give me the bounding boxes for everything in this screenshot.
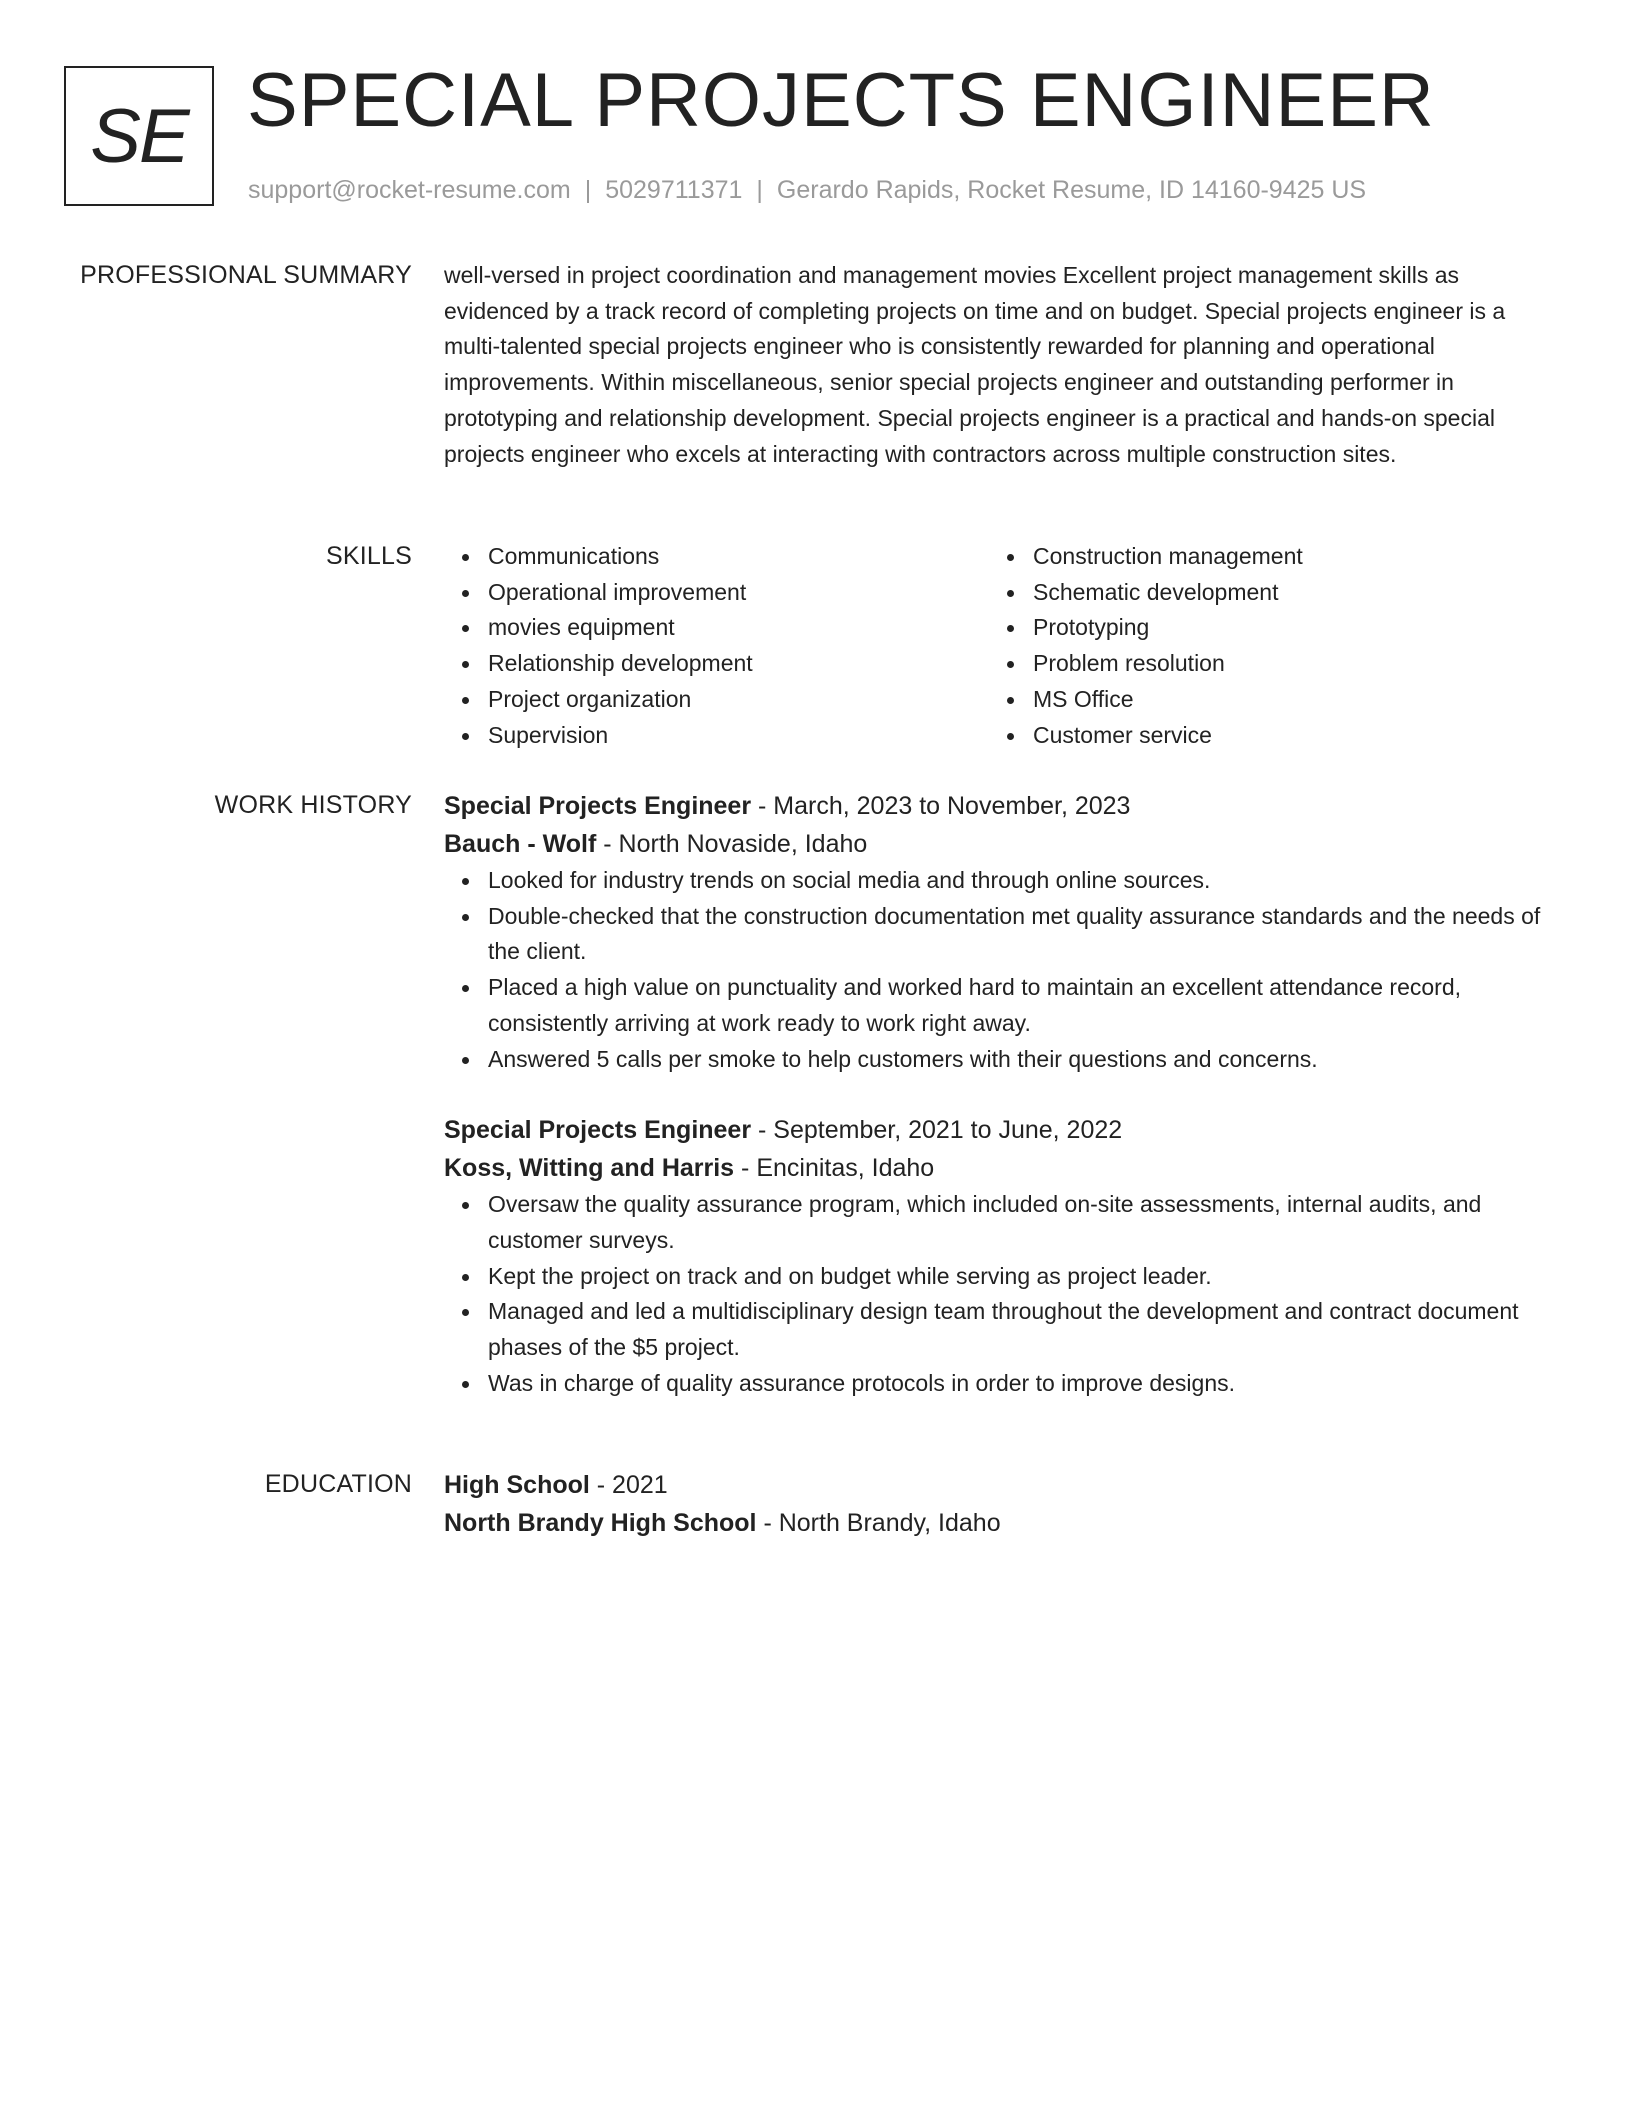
job-location: Encinitas, Idaho	[756, 1154, 935, 1183]
skill-item: Project organization	[488, 682, 989, 718]
page-title: SPECIAL PROJECTS ENGINEER	[247, 58, 1435, 143]
job-bullet: Answered 5 calls per smoke to help customers with their questions and concerns.	[488, 1042, 1554, 1078]
section-label-summary: PROFESSIONAL SUMMARY	[80, 261, 412, 289]
job-entry	[444, 1111, 1554, 1401]
skill-item: Communications	[488, 539, 989, 575]
dash: -	[756, 1509, 779, 1537]
job-bullet: Managed and led a multidisciplinary design team throughout the development and contract document phases of the $5 project.	[488, 1294, 1554, 1365]
skills-column-right	[989, 539, 1534, 753]
dash: -	[751, 1116, 774, 1145]
job-title-line	[444, 787, 1554, 825]
skill-item: MS Office	[1033, 682, 1534, 718]
job-bullet: Double-checked that the construction documentation met quality assurance standards and the needs of the client.	[488, 899, 1554, 970]
skills-column-left	[444, 539, 989, 753]
dash: -	[751, 792, 774, 820]
work-history-body	[444, 787, 1554, 1401]
education-school: North Brandy High School	[444, 1509, 757, 1537]
job-entry	[444, 787, 1554, 1077]
skills-body	[444, 539, 1554, 753]
section-label-work-history: WORK HISTORY	[214, 791, 412, 819]
job-dates: September, 2021 to June, 2022	[773, 1116, 1123, 1145]
education-degree-line	[444, 1466, 1554, 1504]
contact-email: support@rocket-resume.com	[248, 176, 571, 204]
contact-phone: 5029711371	[605, 176, 743, 204]
dash: -	[734, 1154, 757, 1183]
job-title-line	[444, 1111, 1554, 1149]
skill-item: Operational improvement	[488, 575, 989, 611]
education-degree: High School	[444, 1471, 590, 1499]
dash: -	[589, 1471, 613, 1499]
job-bullet: Looked for industry trends on social media and through online sources.	[488, 863, 1554, 899]
section-label-education: EDUCATION	[264, 1470, 412, 1498]
contact-separator: |	[584, 176, 592, 204]
dash: -	[596, 830, 619, 858]
job-company: Koss, Witting and Harris	[444, 1154, 735, 1183]
skill-item: Construction management	[1033, 539, 1534, 575]
education-year: 2021	[612, 1471, 668, 1499]
job-bullet: Kept the project on track and on budget while serving as project leader.	[488, 1259, 1554, 1295]
job-company-line	[444, 1149, 1554, 1187]
job-bullet: Oversaw the quality assurance program, which included on-site assessments, internal audits, and customer surveys.	[488, 1187, 1554, 1258]
job-company-line	[444, 825, 1554, 863]
education-location: North Brandy, Idaho	[778, 1509, 1001, 1537]
education-school-line	[444, 1504, 1554, 1542]
summary-body	[444, 258, 1554, 472]
contact-separator: |	[756, 176, 763, 204]
skill-item: Customer service	[1033, 718, 1534, 754]
skill-item: Problem resolution	[1033, 646, 1534, 682]
job-location: North Novaside, Idaho	[618, 830, 868, 858]
skill-item: Relationship development	[488, 646, 989, 682]
summary-text: well-versed in project coordination and management movies Excellent project management skills as evidenced by a track record of completing projects on time and on budget. Special projects engineer is a multi-talented special projects engineer who is consistently rewarded for planning and operational improvements. Within miscellaneous, senior special projects engineer and outstanding performer in prototyping and relationship development. Special projects engineer is a practical and hands-on special projects engineer who excels at interacting with contractors across multiple construction sites.	[444, 262, 1506, 467]
monogram-logo: SE	[64, 66, 214, 206]
job-company: Bauch - Wolf	[444, 830, 597, 858]
job-bullets	[444, 863, 1554, 1077]
education-body	[444, 1466, 1554, 1542]
contact-address: Gerardo Rapids, Rocket Resume, ID 14160-9425 US	[776, 176, 1367, 204]
section-label-skills: SKILLS	[326, 542, 412, 570]
job-dates: March, 2023 to November, 2023	[773, 792, 1131, 820]
skill-item: movies equipment	[488, 610, 989, 646]
job-bullet: Was in charge of quality assurance protocols in order to improve designs.	[488, 1366, 1554, 1402]
job-bullet: Placed a high value on punctuality and worked hard to maintain an excellent attendance record, consistently arriving at work ready to work right away.	[488, 970, 1554, 1041]
job-title: Special Projects Engineer	[444, 1116, 752, 1145]
skill-item: Schematic development	[1033, 575, 1534, 611]
skill-item: Prototyping	[1033, 610, 1534, 646]
contact-line	[248, 172, 1366, 208]
job-title: Special Projects Engineer	[444, 792, 752, 820]
skill-item: Supervision	[488, 718, 989, 754]
job-bullets	[444, 1187, 1554, 1401]
